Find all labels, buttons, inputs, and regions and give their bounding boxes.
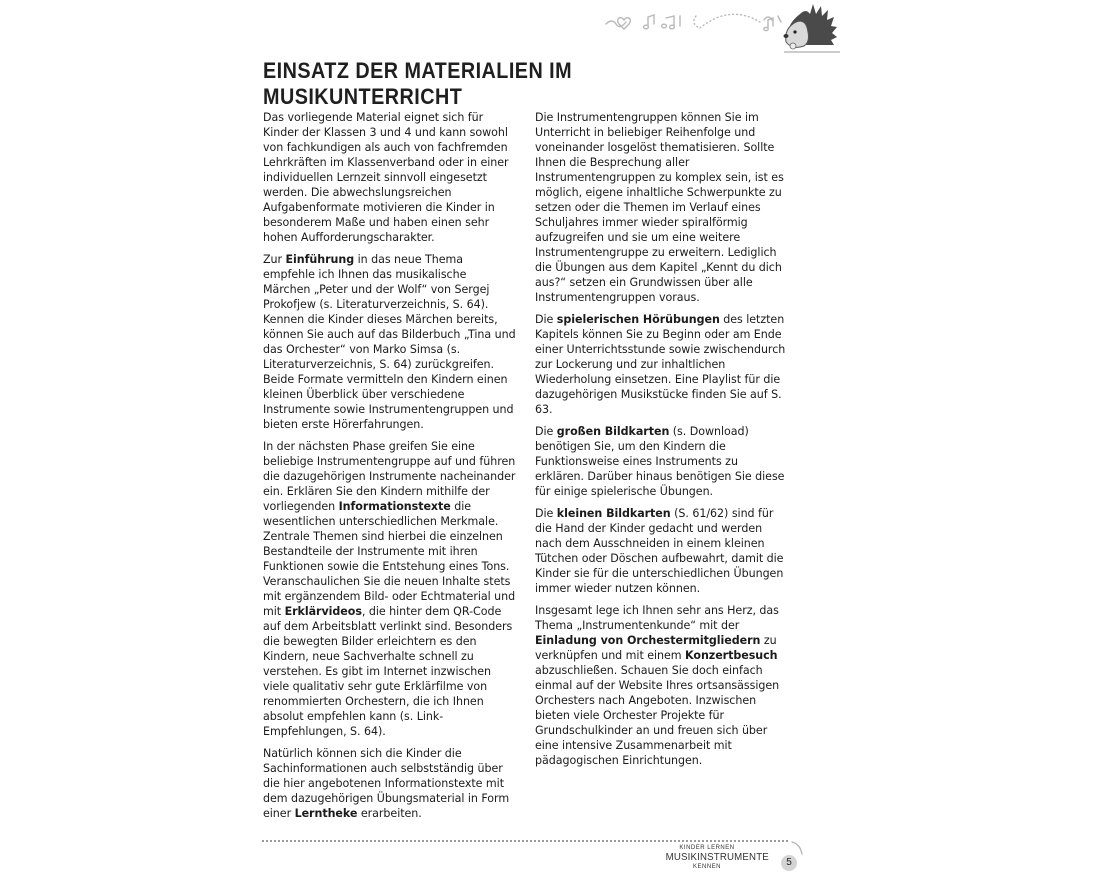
text-column-right bbox=[535, 110, 789, 775]
series-logo bbox=[662, 845, 769, 870]
paragraph: Die kleinen Bildkarten (S. 61/62) sind für die Hand der Kinder gedacht und werden nach dem Ausschneiden in einem kleinen Tütchen oder Döschen aufbewahrt, damit die Kinder sie für die unterschiedlichen Übungen immer wieder nutzen können. bbox=[535, 507, 784, 595]
page-title: EINSATZ DER MATERIALIEN IM MUSIKUNTERRICHT bbox=[263, 58, 573, 109]
paragraph: Die spielerischen Hörübungen des letzten Kapitels können Sie zu Beginn oder am Ende einer Unterrichtsstunde sowie zwischendurch zur Lockerung und zur inhaltlichen Wiederholung einsetzen. Eine Playlist für die dazugehörigen Musikstücke finden Sie auf S. 63. bbox=[535, 313, 786, 416]
paragraph: Das vorliegende Material eignet sich für Kinder der Klassen 3 und 4 und kann sowohl von fachkundigen als auch von fachfremden Lehrkräften im Klassenverband oder in einer individuellen Lernzeit sinnvoll eingesetzt werden. Die abwechslungsreichen Aufgabenformate motivieren die Kinder in besonderem Maße und haben einen sehr hohen Aufforderungscharakter. bbox=[263, 111, 509, 244]
page-number: 5 bbox=[781, 855, 797, 871]
footer-divider bbox=[262, 840, 788, 842]
hedgehog-music-notes-icon bbox=[596, 2, 846, 58]
paragraph: In der nächsten Phase greifen Sie eine beliebige Instrumentengruppe auf und führen die dazugehörigen Instrumente nacheinander ein. Erklären Sie den Kindern mithilfe der vorliegenden Informationstexte die wesentlichen unterschiedlichen Merkmale. Zentrale Themen sind hierbei die einzelnen Bestandteile der Instrumente mit ihren Funktionen sowie die Entstehung eines Tons. Veranschaulichen Sie die neuen Inhalte stets mit ergänzendem Bild- oder Echtmaterial und mit Erklärvideos, die hinter dem QR-Code auf dem Arbeitsblatt verlinkt sind. Besonders die bewegten Bilder erleichtern es den Kindern, neue Sachverhalte schnell zu verstehen. Es gibt im Internet inzwischen viele qualitativ sehr gute Erklärfilme von renommierten Orchestern, die ich Ihnen absolut empfehlen kann (s. Link-Empfehlungen, S. 64). bbox=[263, 440, 516, 738]
paragraph: Die Instrumentengruppen können Sie im Unterricht in beliebiger Reihenfolge und voneinander losgelöst thematisieren. Sollte Ihnen die Besprechung aller Instrumentengruppen zu komplex sein, ist es möglich, eigene inhaltliche Schwerpunkte zu setzen oder die Themen im Verlauf eines Schuljahres immer wieder spiralförmig aufzugreifen und sie um eine weitere Instrumentengruppe zu erweitern. Lediglich die Übungen aus dem Kapitel „Kennt du dich aus?“ setzen ein Grundwissen über alle Instrumentengruppen voraus. bbox=[535, 111, 784, 304]
paragraph: Die großen Bildkarten (s. Download) benötigen Sie, um den Kindern die Funktionsweise eines Instruments zu erklären. Darüber hinaus benötigen Sie diese für einige spielerische Übungen. bbox=[535, 425, 785, 498]
series-logo-bottom: KENNEN bbox=[692, 863, 721, 870]
series-logo-main: MUSIKINSTRUMENTE bbox=[665, 851, 769, 863]
paragraph: Natürlich können sich die Kinder die Sachinformationen auch selbstständig über die hier angebotenen Informationstexte mit dem dazugehörigen Übungsmaterial in Form einer Lerntheke erarbeiten. bbox=[263, 747, 510, 820]
series-logo-top: KINDER LERNEN bbox=[679, 845, 735, 851]
paragraph: Zur Einführung in das neue Thema empfehle ich Ihnen das musikalische Märchen „Peter und der Wolf“ von Sergej Prokofjew (s. Literaturverzeichnis, S. 64). Kennen die Kinder dieses Märchen bereits, können Sie auch auf das Bilderbuch „Tina und das Orchester“ von Marko Simsa (s. Literaturverzeichnis, S. 64) zurückgreifen. Beide Formate vermitteln den Kindern einen kleinen Überblick über verschiedene Instrumente sowie Instrumentengruppen und bieten erste Hörerfahrungen. bbox=[263, 253, 516, 431]
paragraph: Insgesamt lege ich Ihnen sehr ans Herz, das Thema „Instrumentenkunde“ mit der Einladung von Orchestermitgliedern zu verknüpfen und mit einem Konzertbesuch abzuschließen. Schauen Sie doch einfach einmal auf der Website Ihres ortsansässigen Orchesters nach Angeboten. Inzwischen bieten viele Orchester Projekte für Grundschulkinder an und freuen sich über eine intensive Zusammenarbeit mit pädagogischen Einrichtungen. bbox=[535, 604, 780, 767]
text-column-left bbox=[263, 110, 517, 828]
